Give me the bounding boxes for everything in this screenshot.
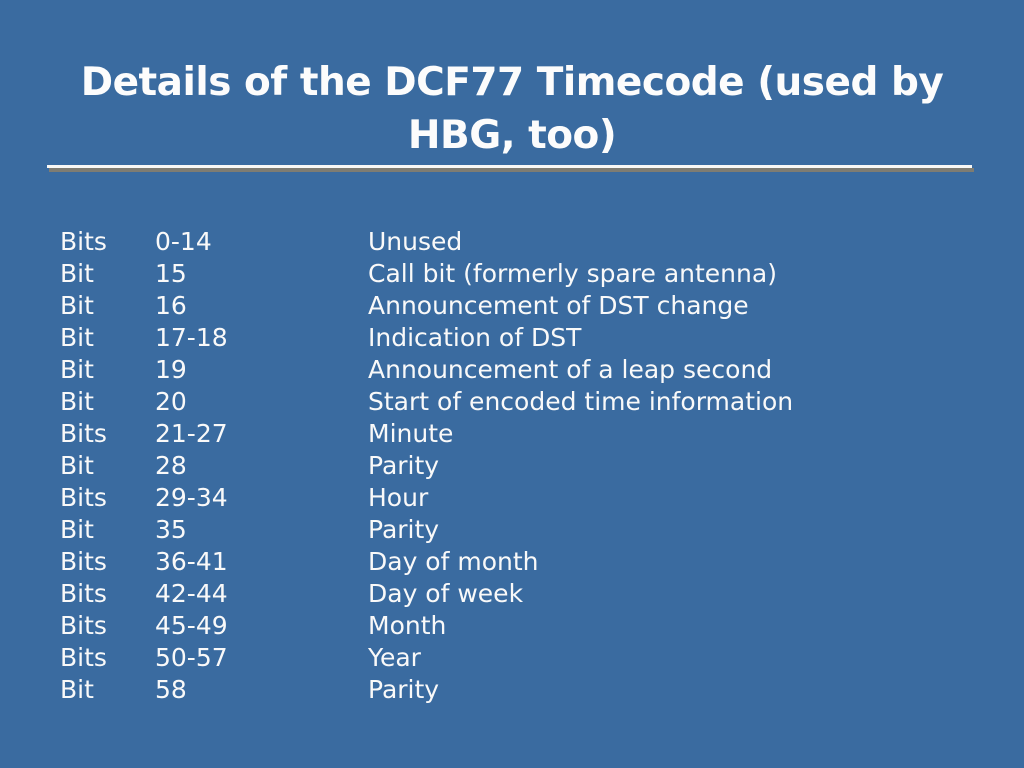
bit-description: Day of month bbox=[368, 547, 539, 576]
table-row bbox=[60, 578, 980, 610]
bit-label: Bit bbox=[60, 675, 94, 704]
table-row bbox=[60, 290, 980, 322]
bit-range: 20 bbox=[155, 387, 187, 416]
bit-range: 35 bbox=[155, 515, 187, 544]
bit-label: Bit bbox=[60, 323, 94, 352]
bit-description: Unused bbox=[368, 227, 463, 256]
bit-label: Bits bbox=[60, 419, 107, 448]
bit-range: 36-41 bbox=[155, 547, 228, 576]
table-row bbox=[60, 482, 980, 514]
bit-description: Year bbox=[368, 643, 421, 672]
table-row bbox=[60, 386, 980, 418]
bit-label: Bit bbox=[60, 515, 94, 544]
bit-label: Bits bbox=[60, 547, 107, 576]
bit-range: 28 bbox=[155, 451, 187, 480]
bit-range: 16 bbox=[155, 291, 187, 320]
bit-range: 45-49 bbox=[155, 611, 228, 640]
bit-description: Announcement of DST change bbox=[368, 291, 749, 320]
table-row bbox=[60, 610, 980, 642]
bit-label: Bits bbox=[60, 611, 107, 640]
bit-label: Bit bbox=[60, 451, 94, 480]
bit-description: Announcement of a leap second bbox=[368, 355, 773, 384]
table-row bbox=[60, 450, 980, 482]
bit-range: 58 bbox=[155, 675, 187, 704]
bit-range: 42-44 bbox=[155, 579, 228, 608]
bit-label: Bits bbox=[60, 483, 107, 512]
bit-range: 19 bbox=[155, 355, 187, 384]
title-underline bbox=[47, 165, 972, 168]
bit-label: Bits bbox=[60, 643, 107, 672]
bit-description: Parity bbox=[368, 675, 440, 704]
bit-label: Bit bbox=[60, 387, 94, 416]
bit-range: 21-27 bbox=[155, 419, 228, 448]
bit-description: Minute bbox=[368, 419, 454, 448]
bit-label: Bit bbox=[60, 259, 94, 288]
bit-range: 15 bbox=[155, 259, 187, 288]
slide-title bbox=[0, 56, 1024, 162]
bit-description: Month bbox=[368, 611, 447, 640]
bit-label: Bits bbox=[60, 579, 107, 608]
bit-range: 17-18 bbox=[155, 323, 228, 352]
bit-label: Bits bbox=[60, 227, 107, 256]
bit-label: Bit bbox=[60, 291, 94, 320]
bit-assignment-table bbox=[60, 226, 980, 706]
bit-description: Hour bbox=[368, 483, 429, 512]
table-row bbox=[60, 418, 980, 450]
table-row bbox=[60, 354, 980, 386]
bit-range: 29-34 bbox=[155, 483, 228, 512]
bit-description: Start of encoded time information bbox=[368, 387, 794, 416]
bit-description: Indication of DST bbox=[368, 323, 582, 352]
table-row bbox=[60, 674, 980, 706]
table-row bbox=[60, 258, 980, 290]
table-row bbox=[60, 546, 980, 578]
bit-description: Call bit (formerly spare antenna) bbox=[368, 259, 777, 288]
bit-description: Parity bbox=[368, 451, 440, 480]
title-underline-shadow bbox=[49, 168, 974, 172]
bit-description: Day of week bbox=[368, 579, 524, 608]
slide-title-line-1: Details of the DCF77 Timecode (used by bbox=[80, 60, 944, 105]
bit-range: 0-14 bbox=[155, 227, 212, 256]
bit-label: Bit bbox=[60, 355, 94, 384]
slide-title-line-2: HBG, too) bbox=[407, 113, 617, 158]
table-row bbox=[60, 226, 980, 258]
bit-description: Parity bbox=[368, 515, 440, 544]
table-row bbox=[60, 514, 980, 546]
table-row bbox=[60, 322, 980, 354]
table-row bbox=[60, 642, 980, 674]
bit-range: 50-57 bbox=[155, 643, 228, 672]
